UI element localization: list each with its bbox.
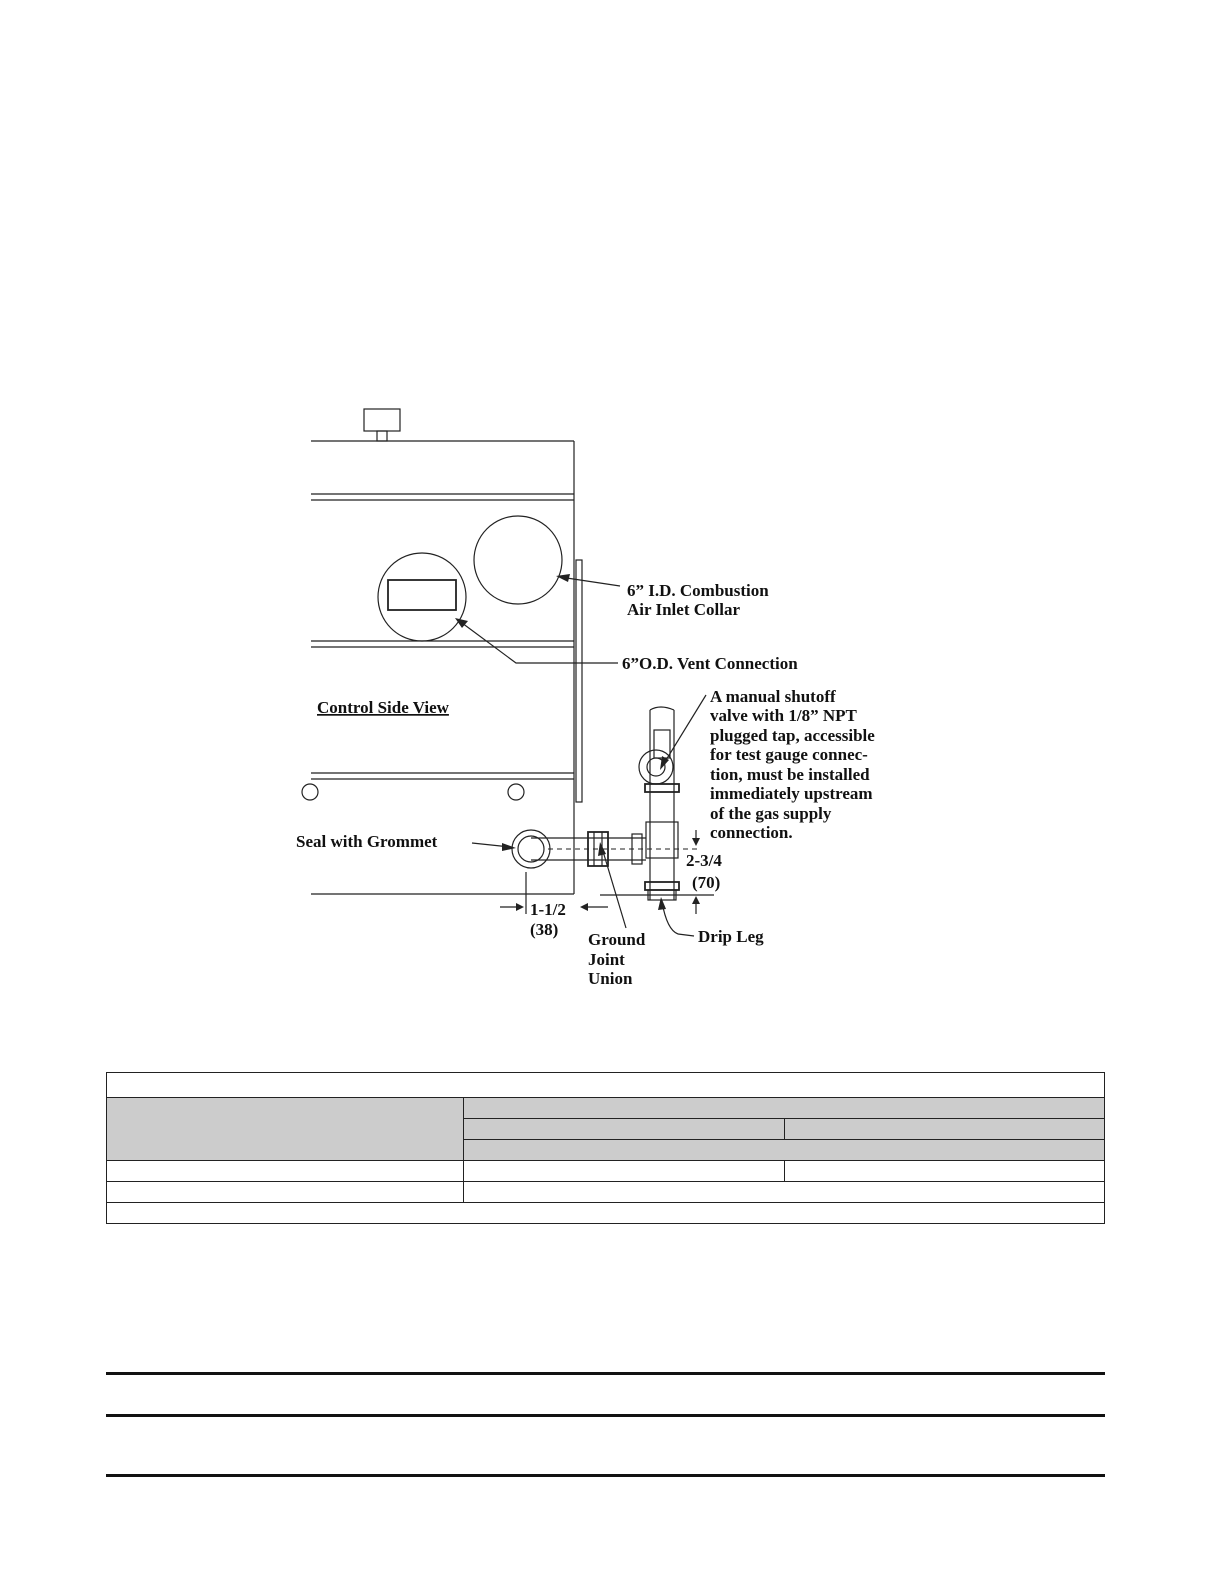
label-combustion-line2: Air Inlet Collar bbox=[627, 600, 741, 619]
horizontal-rule bbox=[106, 1372, 1105, 1375]
label-dim-offset-inch: 1-1/2 bbox=[530, 900, 566, 919]
shutoff-note-line: for test gauge connec- bbox=[710, 745, 868, 764]
vent-connection bbox=[378, 553, 466, 641]
table-cell bbox=[107, 1161, 464, 1182]
shutoff-note-line: plugged tap, accessible bbox=[710, 726, 875, 745]
table-row bbox=[107, 1182, 1105, 1203]
spec-table bbox=[106, 1072, 1105, 1224]
table-cell bbox=[464, 1161, 785, 1182]
shutoff-note-line: immediately upstream bbox=[710, 784, 873, 803]
table-cell bbox=[785, 1161, 1105, 1182]
diagram-labels bbox=[296, 581, 875, 988]
table-row bbox=[107, 1203, 1105, 1224]
appliance-body bbox=[302, 409, 582, 894]
gas-piping bbox=[512, 707, 700, 900]
horizontal-rule bbox=[106, 1474, 1105, 1477]
shutoff-note-line: valve with 1/8” NPT bbox=[710, 706, 857, 725]
label-ground-joint-union: Joint bbox=[588, 950, 625, 969]
shutoff-note-line: tion, must be installed bbox=[710, 765, 870, 784]
table-row bbox=[107, 1161, 1105, 1182]
shutoff-note-line: of the gas supply bbox=[710, 804, 832, 823]
shutoff-note-line: connection. bbox=[710, 823, 793, 842]
label-ground-joint-union: Ground bbox=[588, 930, 646, 949]
table-title-cell bbox=[107, 1073, 1105, 1098]
label-combustion-line1: 6” I.D. Combustion bbox=[627, 581, 769, 600]
table-header-cell bbox=[107, 1098, 464, 1161]
combustion-air-inlet-collar bbox=[474, 516, 562, 604]
table-cell bbox=[107, 1182, 464, 1203]
label-drip-leg: Drip Leg bbox=[698, 927, 764, 946]
label-control-side-view: Control Side View bbox=[317, 698, 449, 717]
table-header-cell bbox=[785, 1119, 1105, 1140]
label-ground-joint-union: Union bbox=[588, 969, 633, 988]
label-dim-drip-mm: (70) bbox=[692, 873, 721, 892]
label-dim-offset-mm: (38) bbox=[530, 920, 559, 939]
table-row bbox=[107, 1073, 1105, 1098]
shutoff-note-line: A manual shutoff bbox=[710, 687, 836, 706]
table-header-cell bbox=[464, 1119, 785, 1140]
table-footnote-cell bbox=[107, 1203, 1105, 1224]
table-row bbox=[107, 1098, 1105, 1119]
table-header-cell bbox=[464, 1140, 1105, 1161]
label-dim-drip-inch: 2-3/4 bbox=[686, 851, 722, 870]
label-vent-connection: 6”O.D. Vent Connection bbox=[622, 654, 798, 673]
horizontal-rule bbox=[106, 1414, 1105, 1417]
table-cell bbox=[464, 1182, 1105, 1203]
label-seal-grommet: Seal with Grommet bbox=[296, 832, 438, 851]
table-header-cell bbox=[464, 1098, 1105, 1119]
